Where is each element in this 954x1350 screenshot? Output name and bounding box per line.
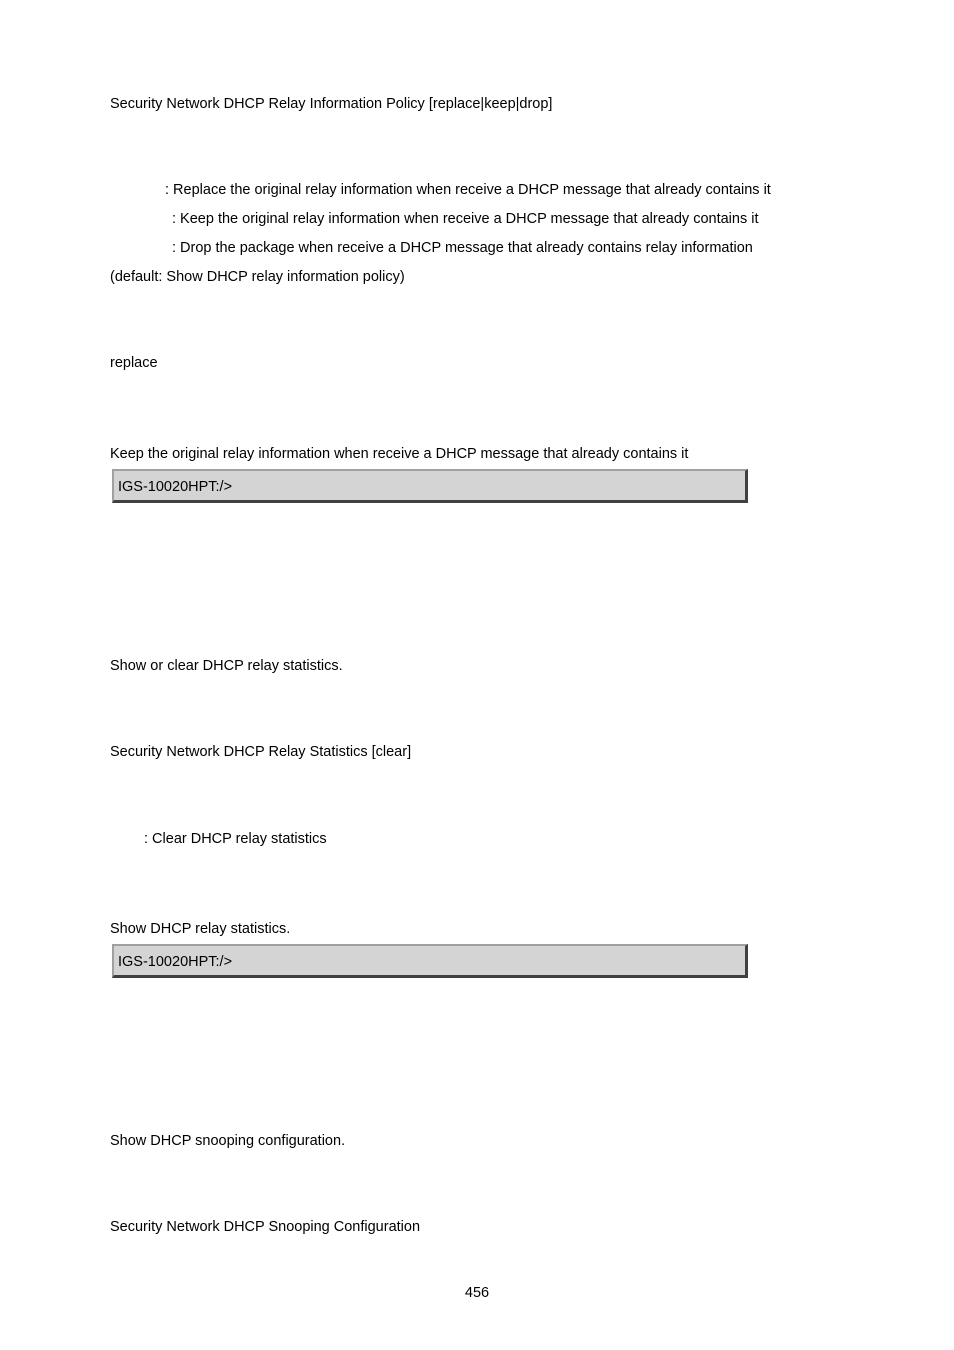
relay-policy-example-desc: Keep the original relay information when receive a DHCP message that already contains it [110,446,689,462]
param-default: (default: Show DHCP relay information policy) [110,269,405,285]
snooping-config-syntax: Security Network DHCP Snooping Configuration [110,1219,421,1235]
default-value: replace [110,355,158,371]
command-prompt: IGS-10020HPT:/> [118,954,233,970]
relay-stats-syntax: Security Network DHCP Relay Statistics [clear] [110,744,412,760]
param-drop: : Drop the package when receive a DHCP message that already contains relay information [172,240,753,256]
relay-stats-example-desc: Show DHCP relay statistics. [110,921,291,937]
relay-stats-description: Show or clear DHCP relay statistics. [110,658,343,674]
relay-policy-syntax: Security Network DHCP Relay Information Policy [replace|keep|drop] [110,96,553,112]
snooping-config-description: Show DHCP snooping configuration. [110,1133,346,1149]
relay-policy-command-box [112,469,748,503]
param-replace: : Replace the original relay information when receive a DHCP message that already contains it [165,182,771,198]
relay-stats-command-box [112,944,748,978]
page-number: 456 [464,1285,490,1301]
command-prompt: IGS-10020HPT:/> [118,479,233,495]
param-clear: : Clear DHCP relay statistics [144,831,327,847]
param-keep: : Keep the original relay information when receive a DHCP message that already contains it [172,211,759,227]
